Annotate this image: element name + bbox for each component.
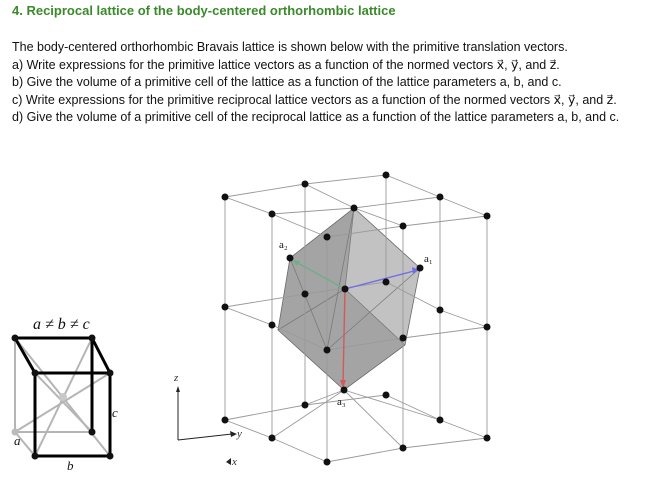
problem-title: 4. Reciprocal lattice of the body-centered orthorhombic lattice — [12, 3, 396, 18]
x-axis — [226, 458, 231, 465]
label-c: c — [112, 405, 118, 420]
bco-lattice — [222, 172, 491, 466]
vector-a2-label: a₂ — [279, 239, 288, 251]
y-axis — [178, 434, 232, 440]
part-b-text: b) Give the volume of a primitive cell of the lattice as a function of the lattice parameters a, b, and c. — [12, 75, 562, 89]
label-a: a — [14, 433, 21, 448]
vector-a3-label: a₃ — [337, 396, 346, 408]
intro-text: The body-centered orthorhombic Bravais lattice is shown below with the primitive translation vectors. — [12, 40, 568, 54]
part-a-text: a) Write expressions for the primitive lattice vectors as a function of the normed vectors x⃗, y⃗, and z⃗. — [12, 57, 560, 72]
axis-y-label: y⃗ — [237, 428, 251, 440]
small-cell-center-atom — [59, 393, 67, 401]
axis-z-label: z⃗ — [174, 372, 187, 384]
lattice-inequality: a ≠ b ≠ c — [33, 316, 90, 333]
label-b: b — [67, 458, 74, 473]
part-d-text: d) Give the volume of a primitive cell of the reciprocal lattice as a function of the lattice parameters a, b, and c. — [12, 110, 620, 124]
part-c-text: c) Write expressions for the primitive reciprocal lattice vectors as a function of the normed vectors x⃗, y⃗, and z⃗. — [12, 92, 617, 107]
small-cell — [12, 335, 114, 460]
axis-x-label: x⃗ — [232, 456, 246, 468]
axes — [176, 386, 237, 465]
vector-a1-label: a₁ — [424, 253, 433, 265]
